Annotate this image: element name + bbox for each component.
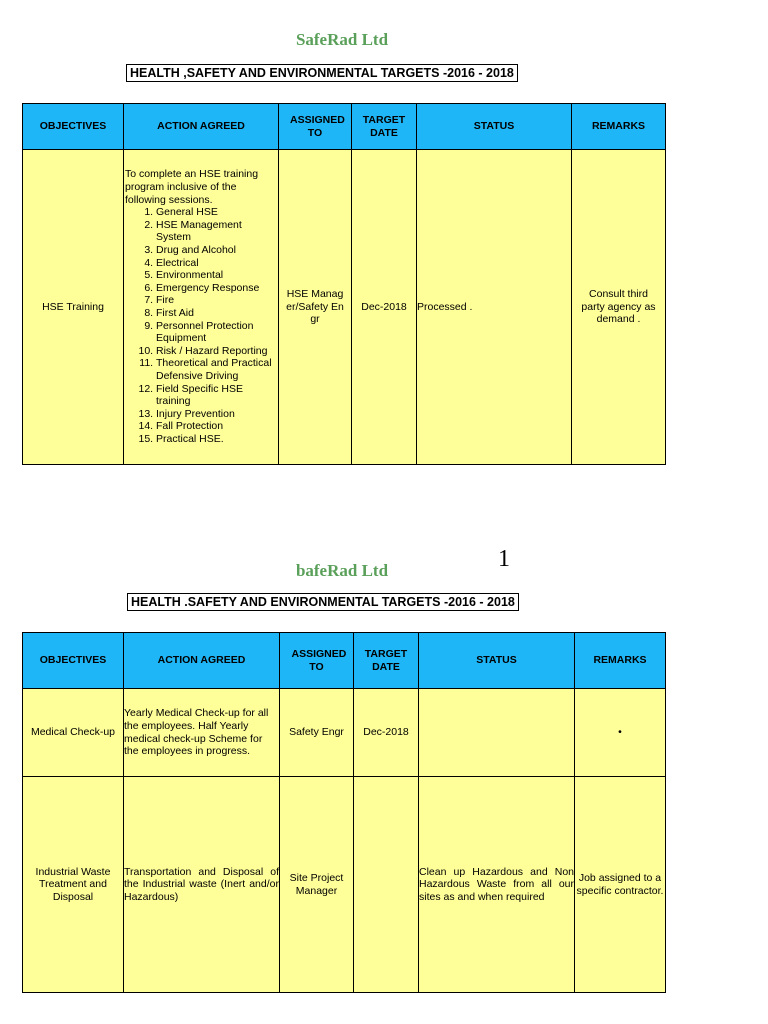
company-name-2: bafeRad Ltd bbox=[295, 561, 389, 580]
list-item: 13. Injury Prevention bbox=[156, 408, 278, 421]
header-status: STATUS bbox=[419, 633, 575, 689]
page-number: 1 bbox=[498, 546, 510, 572]
list-item: 12. Field Specific HSE training bbox=[156, 383, 278, 408]
list-item: 5. Environmental bbox=[156, 269, 278, 282]
action-agreed-cell bbox=[124, 150, 279, 465]
table-row bbox=[23, 150, 666, 465]
remarks-cell: Job assigned to a specific contractor. bbox=[575, 777, 666, 993]
list-item: 2. HSE Management System bbox=[156, 219, 278, 244]
list-item: 15. Practical HSE. bbox=[156, 433, 278, 446]
list-item: 8. First Aid bbox=[156, 307, 278, 320]
header-remarks: REMARKS bbox=[575, 633, 666, 689]
table-header-row bbox=[23, 633, 666, 689]
table-row bbox=[23, 777, 666, 993]
list-item: 10. Risk / Hazard Reporting bbox=[156, 345, 278, 358]
table-header-row bbox=[23, 104, 666, 150]
header-objectives: OBJECTIVES bbox=[23, 104, 124, 150]
list-item: 11. Theoretical and Practical Defensive Driving bbox=[156, 357, 278, 382]
action-agreed-cell: Transportation and Disposal of the Industrial waste (Inert and/or Hazardous) bbox=[124, 777, 280, 993]
header-action-agreed: ACTION AGREED bbox=[124, 633, 280, 689]
header-assigned-to: ASSIGNED TO bbox=[279, 104, 352, 150]
action-intro: To complete an HSE training program inclusive of the following sessions. bbox=[125, 168, 259, 206]
assigned-to-cell: Site Project Manager bbox=[280, 777, 354, 993]
header-status: STATUS bbox=[417, 104, 572, 150]
list-item: 14. Fall Protection bbox=[156, 420, 278, 433]
assigned-to-cell: HSE Manager/Safety Engr bbox=[279, 150, 352, 465]
header-assigned-to: ASSIGNED TO bbox=[280, 633, 354, 689]
target-date-cell: Dec-2018 bbox=[352, 150, 417, 465]
objective-cell: Medical Check-up bbox=[23, 689, 124, 777]
document-title-2: HEALTH .SAFETY AND ENVIRONMENTAL TARGETS -2016 - 2018 bbox=[127, 593, 519, 611]
header-objectives: OBJECTIVES bbox=[23, 633, 124, 689]
header-target-date: TARGET DATE bbox=[352, 104, 417, 150]
header-action-agreed: ACTION AGREED bbox=[124, 104, 279, 150]
list-item: 9. Personnel Protection Equipment bbox=[156, 320, 278, 345]
list-item: 1. General HSE bbox=[156, 206, 278, 219]
list-item: 4. Electrical bbox=[156, 257, 278, 270]
action-agreed-cell: Yearly Medical Check-up for all the employees. Half Yearly medical check-up Scheme for the employees in progress. bbox=[124, 689, 280, 777]
document-title: HEALTH ,SAFETY AND ENVIRONMENTAL TARGETS -2016 - 2018 bbox=[126, 64, 518, 82]
header-remarks: REMARKS bbox=[572, 104, 666, 150]
header-target-date: TARGET DATE bbox=[354, 633, 419, 689]
status-cell bbox=[419, 689, 575, 777]
target-date-cell bbox=[354, 777, 419, 993]
list-item: 3. Drug and Alcohol bbox=[156, 244, 278, 257]
objective-cell: HSE Training bbox=[23, 150, 124, 465]
hse-targets-table bbox=[22, 103, 666, 465]
assigned-to-cell: Safety Engr bbox=[280, 689, 354, 777]
remarks-cell: • bbox=[575, 689, 666, 777]
status-cell: Clean up Hazardous and Non Hazardous Waste from all our sites as and when required bbox=[419, 777, 575, 993]
list-item: 7. Fire bbox=[156, 294, 278, 307]
training-sessions-list bbox=[124, 206, 278, 445]
hse-targets-table-2 bbox=[22, 632, 666, 993]
list-item: 6. Emergency Response bbox=[156, 282, 278, 295]
target-date-cell: Dec-2018 bbox=[354, 689, 419, 777]
company-name: SafeRad Ltd bbox=[295, 30, 389, 49]
objective-cell: Industrial Waste Treatment and Disposal bbox=[23, 777, 124, 993]
table-row bbox=[23, 689, 666, 777]
status-cell: Processed . bbox=[417, 150, 572, 465]
remarks-cell: Consult third party agency as demand . bbox=[572, 150, 666, 465]
